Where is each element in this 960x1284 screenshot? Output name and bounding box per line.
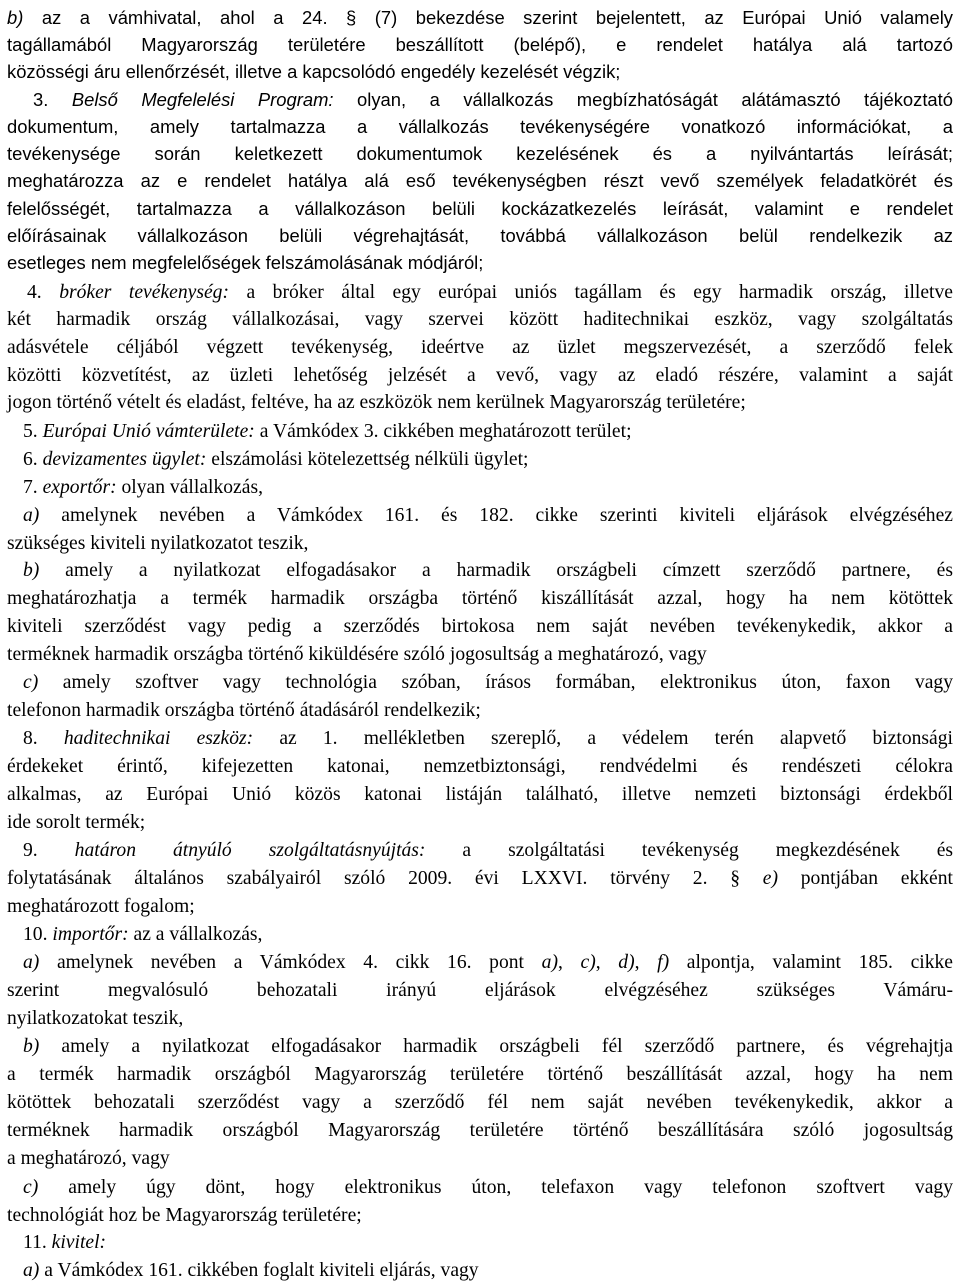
text-segment: kötöttek behozatali szerződést vagy a szerződő fél nem saját nevében tevékenykedik, akkor a [7,1092,953,1113]
text-line [7,1062,953,1088]
text-line [7,32,953,58]
text-segment: nyilatkozatokat teszik, [7,1008,184,1029]
text-segment: 10. [23,924,53,945]
text-line [7,642,953,668]
text-line [7,614,953,640]
text-segment: terméknek harmadik országból Magyarország területére történő beszállítására szóló jogosultság [7,1120,953,1141]
text-segment: szerint megvalósuló behozatali irányú eljárások elvégzéséhez szükséges Vámáru- [7,980,953,1001]
text-line [7,782,953,808]
text-segment: a Vámkódex 161. cikkében foglalt kiviteli eljárás, vagy [39,1260,479,1281]
text-segment: alkalmas, az Európai Unió közös katonai listáján található, illetve nemzeti biztonsági érdekből [7,784,953,805]
text-segment: amely szoftver vagy technológia szóban, írásos formában, elektronikus úton, faxon vagy [38,672,953,693]
italic-term: a) [23,952,40,973]
text-segment: a bróker által egy európai uniós tagállam és egy harmadik ország, illetve [228,282,953,303]
text-segment: közösségi áru ellenőrzését, illetve a kapcsolódó engedély kezelését végzik; [7,61,621,82]
italic-term: f) [657,952,670,973]
text-line [7,196,953,222]
text-line [7,978,953,1004]
text-line [7,754,953,780]
text-segment: 5. [23,421,43,442]
text-line [7,586,953,612]
text-line [23,419,953,445]
text-segment: olyan vállalkozás, [116,477,263,498]
text-segment: adásvétele céljából végzett tevékenység, ideértve az üzlet megszervezését, a szerződő felek [7,337,953,358]
italic-term: a) [23,1260,40,1281]
text-segment: meghatározott fogalom; [7,896,195,917]
text-line [23,1034,953,1060]
text-segment: telefonon harmadik országba történő átadásáról rendelkezik; [7,700,481,721]
italic-term: b) [23,1036,40,1057]
text-segment: az a vámhivatal, ahol a 24. § (7) bekezdése szerint bejelentett, az Európai Unió valamely [23,7,953,28]
text-segment: elszámolási kötelezettség nélküli ügylet; [206,449,529,470]
text-segment: esetleges nem megfelelőségek felszámolásának módjáról; [7,252,484,273]
italic-term: bróker tevékenység: [59,282,229,303]
text-segment: 4. [27,282,60,303]
text-segment: az 1. mellékletben szereplő, a védelem terén alapvető biztonsági [253,728,953,749]
text-line [7,810,953,836]
text-segment: a Vámkódex 3. cikkében meghatározott terület; [254,421,632,442]
text-line [7,1090,953,1116]
text-segment: , [595,952,619,973]
italic-term: határon átnyúló szolgáltatásnyújtás: [74,840,426,861]
text-line [33,87,953,113]
text-segment: közötti közvetítést, az üzleti lehetőség jelzését a vevő, vagy az eladó részére, valamint a saját [7,365,953,386]
text-segment: ide sorolt termék; [7,812,146,833]
italic-term: Belső Megfelelési Program: [71,89,334,110]
text-segment: amelynek nevében a Vámkódex 4. cikk 16. pont [39,952,542,973]
text-line [23,558,953,584]
text-segment: amely úgy dönt, hogy elektronikus úton, telefaxon vagy telefonon szoftvert vagy [38,1177,953,1198]
italic-term: kivitel: [51,1232,107,1253]
text-segment: amely a nyilatkozat elfogadásakor harmadik országbeli fél szerződő partnere, és végrehajtja [39,1036,953,1057]
text-segment: jogon történő vételt és eladást, feltéve, ha az eszközök nem kerülnek Magyarország területére; [7,392,746,413]
text-segment: , [634,952,658,973]
italic-term: e) [762,868,779,889]
text-line [7,114,953,140]
text-segment: meghatározza az e rendelet hatálya alá eső tevékenységben részt vevő személyek feladatkörét és [7,170,953,191]
text-segment: pontjában ekként [778,868,953,889]
text-line [23,726,953,752]
text-line [23,670,953,696]
text-segment: érdekeket érintő, kifejezetten katonai, nemzetbiztonsági, rendvédelmi és rendészeti célokra [7,756,953,777]
text-segment: felelősségét, tartalmazza a vállalkozáson belüli kockázatkezelés leírását, valamint e rendelet [7,198,953,219]
text-segment: tevékenysége során keletkezett dokumentumok kezelésének és a nyilvántartás leírását; [7,143,953,164]
text-segment: 11. [23,1232,52,1253]
text-line [7,223,953,249]
text-segment: olyan, a vállalkozás megbízhatóságát alátámasztó tájékoztató [333,89,953,110]
text-line [7,59,953,85]
text-line [7,894,953,920]
text-segment: 7. [23,477,43,498]
text-line [27,280,953,306]
text-line [7,363,953,389]
text-segment: tagállamából Magyarország területére beszállított (belépő), e rendelet hatálya alá tartozó [7,34,953,55]
italic-term: a) [23,505,40,526]
text-segment: amely a nyilatkozat elfogadásakor a harmadik országbeli címzett szerződő partnere, és [39,560,953,581]
italic-term: c) [580,952,596,973]
text-line [23,447,953,473]
text-line [7,250,953,276]
italic-term: b) [23,560,40,581]
text-line [7,1203,953,1229]
text-segment: 9. [23,840,75,861]
text-segment: terméknek harmadik országba történő kiküldésére szóló jogosultság a meghatározó, vagy [7,644,707,665]
text-segment: folytatásának általános szabályairól szóló 2009. évi LXXVI. törvény 2. § [7,868,763,889]
italic-term: Európai Unió vámterülete: [42,421,255,442]
text-line [7,1146,953,1172]
text-line [23,1175,953,1201]
text-line [7,1118,953,1144]
italic-term: c) [23,1177,39,1198]
text-segment: a termék harmadik országból Magyarország területére történő beszállítását azzal, hogy ha nem [7,1064,953,1085]
italic-term: c) [23,672,39,693]
text-segment: dokumentum, amely tartalmazza a vállalkozás tevékenységére vonatkozó információkat, a [7,116,953,137]
text-segment: a meghatározó, vagy [7,1148,170,1169]
text-segment: két harmadik ország vállalkozásai, vagy szervei között haditechnikai eszköz, vagy szolgáltatás [7,309,953,330]
text-line [7,1006,953,1032]
text-line [7,141,953,167]
text-line [7,168,953,194]
text-line [7,335,953,361]
text-segment: meghatározhatja a termék harmadik országba történő kiszállítását azzal, hogy ha nem kötöttek [7,588,953,609]
text-line [23,1230,953,1256]
text-segment: amelynek nevében a Vámkódex 161. és 182. cikke szerinti kiviteli eljárások elvégzéséhez [39,505,953,526]
text-segment: , [557,952,581,973]
text-line [23,922,953,948]
text-segment: előírásainak vállalkozáson belüli végrehajtását, továbbá vállalkozáson belül rendelkezik az [7,225,953,246]
text-segment: 6. [23,449,43,470]
text-segment: a szolgáltatási tevékenység megkezdésének és [425,840,954,861]
text-line [23,503,953,529]
text-segment: szükséges kiviteli nyilatkozatot teszik, [7,533,309,554]
text-segment: kiviteli szerződést vagy pedig a szerződés birtokosa nem saját nevében tevékenykedik, akkor a [7,616,953,637]
italic-term: devizamentes ügylet: [42,449,207,470]
text-line [23,950,953,976]
text-line [23,1258,953,1284]
text-segment: technológiát hoz be Magyarország területére; [7,1205,362,1226]
italic-term: b) [7,7,24,28]
italic-term: importőr: [52,924,129,945]
italic-term: haditechnikai eszköz: [63,728,254,749]
text-segment: 8. [23,728,64,749]
text-line [7,531,953,557]
text-segment: alpontja, valamint 185. cikke [669,952,954,973]
text-segment: 3. [33,89,72,110]
text-line [7,5,953,31]
italic-term: d) [618,952,635,973]
text-line [7,390,953,416]
italic-term: exportőr: [42,477,117,498]
text-line [23,838,953,864]
text-line [7,866,953,892]
text-segment: az a vállalkozás, [128,924,263,945]
text-line [23,475,953,501]
text-line [7,307,953,333]
text-line [7,698,953,724]
italic-term: a) [541,952,558,973]
